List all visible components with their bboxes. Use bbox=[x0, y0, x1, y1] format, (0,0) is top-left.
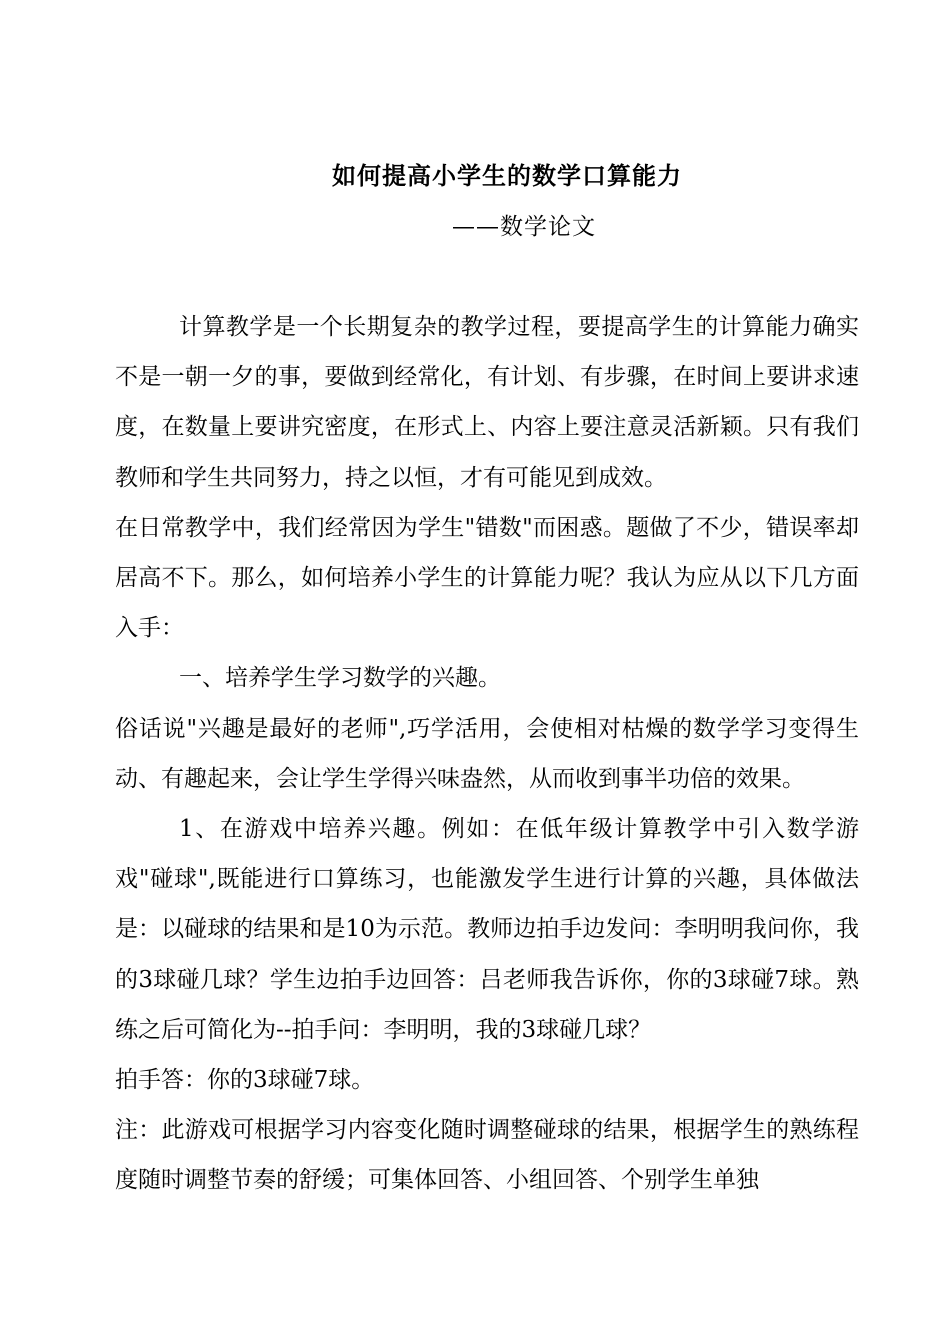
paragraph-intro: 计算教学是一个长期复杂的教学过程，要提高学生的计算能力确实不是一朝一夕的事，要做到经常化，有计划、有步骤，在时间上要讲求速度，在数量上要讲究密度，在形式上、内容上要注意灵活新颖。只有我们教师和学生共同努力，持之以恒，才有可能见到成效。 bbox=[115, 314, 859, 491]
section-heading-1: 一、培养学生学习数学的兴趣。 bbox=[179, 665, 501, 692]
paragraph-game: 1、在游戏中培养兴趣。例如：在低年级计算教学中引入数学游戏"碰球",既能进行口算练习，也能激发学生进行计算的兴趣，具体做法是：以碰球的结果和是10为示范。教师边拍手边发问：李明明我问你，我的3球碰几球？学生边拍手边回答：吕老师我告诉你，你的3球碰7球。熟练之后可简化为--拍手问：李明明，我的3球碰几球？ bbox=[115, 816, 859, 1043]
paragraph-question: 在日常教学中，我们经常因为学生"错数"而困惑。题做了不少，错误率却居高不下。那么，如何培养小学生的计算能力呢？我认为应从以下几方面入手： bbox=[115, 514, 859, 642]
paragraph-game-answer: 拍手答：你的3球碰7球。 bbox=[115, 1067, 375, 1094]
paragraph-note: 注：此游戏可根据学习内容变化随时调整碰球的结果，根据学生的熟练程度随时调整节奏的舒缓；可集体回答、小组回答、个别学生单独 bbox=[115, 1117, 859, 1194]
document-subtitle: ——数学论文 bbox=[452, 214, 596, 240]
paragraph-interest: 俗话说"兴趣是最好的老师",巧学活用，会使相对枯燥的数学学习变得生动、有趣起来，会让学生学得兴味盎然，从而收到事半功倍的效果。 bbox=[115, 715, 859, 792]
document-body bbox=[115, 302, 859, 1206]
document-title: 如何提高小学生的数学口算能力 bbox=[332, 161, 682, 190]
